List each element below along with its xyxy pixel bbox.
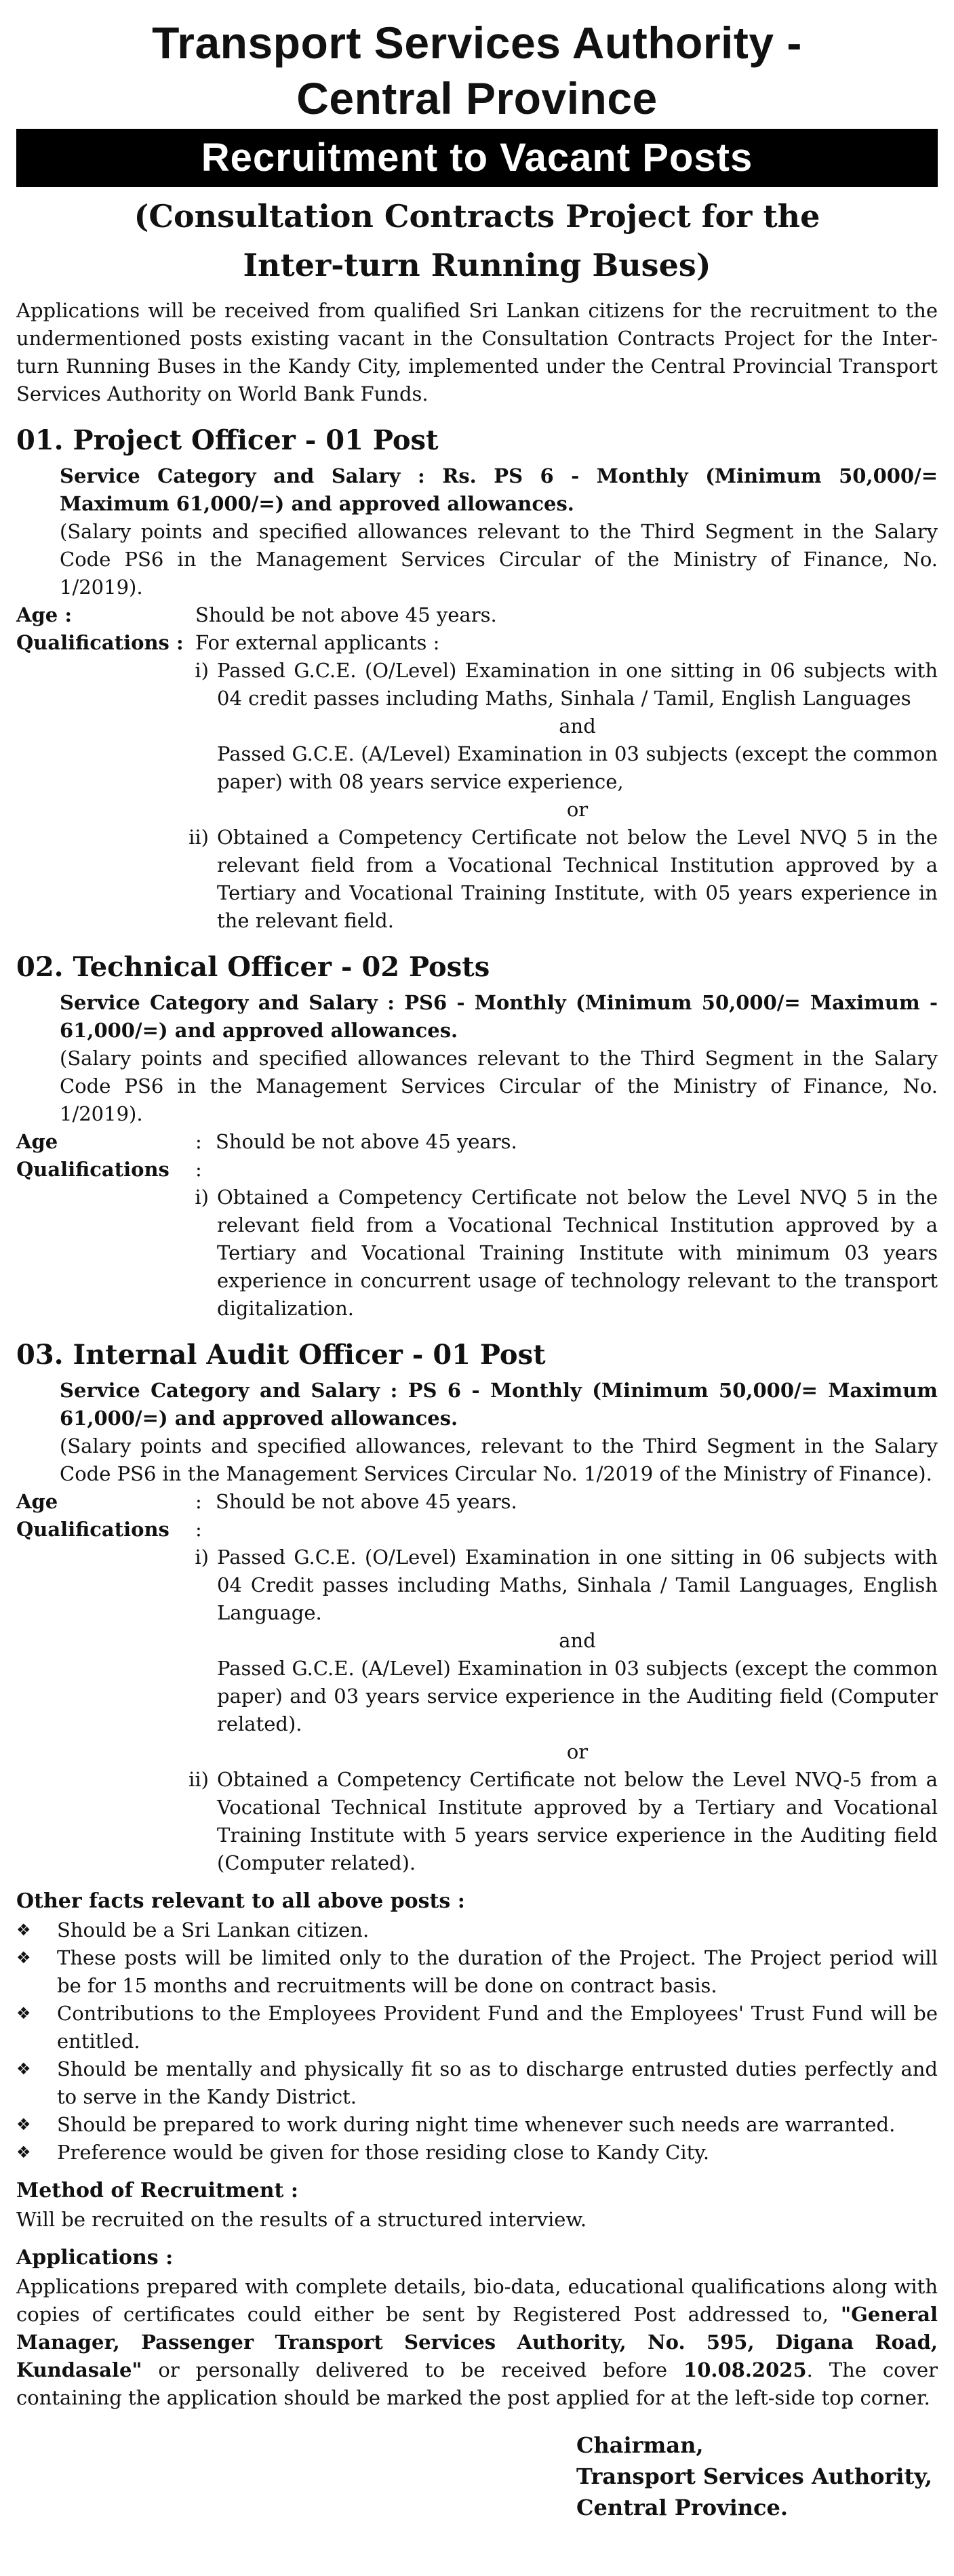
qualification-item: [176, 1766, 938, 1877]
or-separator: or: [566, 798, 589, 821]
method-text: Will be recruited on the results of a structured interview.: [16, 2208, 587, 2231]
list-item: [16, 2055, 938, 2111]
or-separator: or: [566, 1740, 589, 1763]
post-heading: 02. Technical Officer - 02 Posts: [16, 951, 490, 983]
age-row: [16, 1488, 938, 1516]
signature-line-3: Central Province.: [576, 2495, 789, 2520]
post-section-project-officer: [16, 423, 938, 935]
list-item: [16, 2111, 938, 2139]
applications-text-part-1: Applications prepared with complete details, bio-data, educational qualifications along with copies of certificates could either be sent by Registered Post addressed to,: [16, 2275, 938, 2326]
qualification-item: [176, 1184, 938, 1323]
list-item-text: Should be mentally and physically fit so as to discharge entrusted duties perfectly and to serve in the Kandy District.: [57, 2057, 938, 2108]
intro-paragraph: Applications will be received from qualified Sri Lankan citizens for the recruitment to the undermentioned posts existing vacant in the Consultation Contracts Project for the Inter-turn Running Buses in the Kandy City, implemented under the Central Provincial Transport Services Authority on World Bank Funds.: [16, 299, 938, 405]
signature-block: [576, 2430, 938, 2523]
list-item-text: These posts will be limited only to the duration of the Project. The Project period will be for 15 months and recruitments will be done on contract basis.: [57, 1946, 938, 1997]
list-item: [16, 1916, 938, 1944]
diamond-bullet-icon: ❖: [16, 2004, 31, 2023]
qualifications-row: [16, 629, 938, 657]
colon: :: [195, 1490, 202, 1513]
colon: :: [195, 1130, 202, 1153]
qualification-item: [176, 1544, 938, 1627]
age-value: Should be not above 45 years.: [195, 603, 497, 626]
age-label: Age: [16, 1130, 58, 1153]
diamond-bullet-icon: ❖: [16, 2115, 31, 2134]
list-item-text: Should be prepared to work during night time whenever such needs are warranted.: [57, 2113, 896, 2136]
recruitment-banner: Recruitment to Vacant Posts: [16, 129, 938, 187]
signature-line-1: Chairman,: [576, 2432, 704, 2458]
qualifications-label: Qualifications :: [16, 631, 184, 654]
applications-text-part-2: or personally delivered to be received before: [142, 2358, 684, 2381]
method-section: [16, 2176, 938, 2234]
applications-section: [16, 2243, 938, 2412]
and-separator: and: [559, 1629, 596, 1652]
age-row: [16, 601, 938, 629]
list-item-text: Preference would be given for those residing close to Kandy City.: [57, 2141, 710, 2164]
colon: :: [195, 1518, 202, 1541]
qualification-text: Passed G.C.E. (O/Level) Examination in one sitting in 06 subjects with 04 credit passes including Maths, Sinhala / Tamil, English Languages: [217, 659, 938, 710]
diamond-bullet-icon: ❖: [16, 2143, 31, 2162]
title-line-2: Central Province: [296, 73, 658, 123]
salary-line: Service Category and Salary : PS 6 - Monthly (Minimum 50,000/= Maximum 61,000/=) and approved allowances.: [60, 1379, 938, 1430]
qualification-number: ii): [188, 1768, 209, 1791]
age-value: Should be not above 45 years.: [216, 1490, 517, 1513]
qualifications-label: Qualifications: [16, 1158, 170, 1181]
method-heading: Method of Recruitment :: [16, 2179, 298, 2202]
qualification-number: i): [195, 1186, 209, 1209]
title-line-1: Transport Services Authority -: [152, 18, 802, 68]
post-heading: 01. Project Officer - 01 Post: [16, 424, 439, 456]
qualification-text: Passed G.C.E. (O/Level) Examination in one sitting in 06 subjects with 04 Credit passes including Maths, Sinhala / Tamil Languages, English Language.: [217, 1546, 938, 1624]
qualification-item: [176, 824, 938, 935]
salary-note: (Salary points and specified allowances relevant to the Third Segment in the Salary Code PS6 in the Management Services Circular of the Ministry of Finance, No. 1/2019).: [60, 520, 938, 599]
qualifications-intro: For external applicants :: [195, 631, 440, 654]
qualification-item: [176, 657, 938, 712]
page-header: [16, 15, 938, 285]
salary-note: (Salary points and specified allowances relevant to the Third Segment in the Salary Code PS6 in the Management Services Circular of the Ministry of Finance, No. 1/2019).: [60, 1047, 938, 1125]
applications-text-part-3: . The cover containing the application should be marked the post applied for at the left-side top corner.: [16, 2358, 938, 2409]
list-item-text: Contributions to the Employees Provident Fund and the Employees' Trust Fund will be entitled.: [57, 2002, 938, 2053]
signature-line-2: Transport Services Authority,: [576, 2463, 932, 2489]
list-item-text: Should be a Sri Lankan citizen.: [57, 1918, 370, 1941]
list-item: [16, 2000, 938, 2055]
qualifications-row: [16, 1516, 938, 1544]
diamond-bullet-icon: ❖: [16, 1920, 31, 1939]
applications-text: [16, 2273, 938, 2412]
post-section-internal-audit-officer: [16, 1337, 938, 1877]
age-row: [16, 1128, 938, 1156]
applications-heading: Applications :: [16, 2246, 174, 2270]
and-separator: and: [559, 715, 596, 738]
qualification-text-b: Passed G.C.E. (A/Level) Examination in 03 subjects (except the common paper) and 03 years service experience in the Auditing field (Computer related).: [217, 1657, 938, 1735]
subtitle-line-1: (Consultation Contracts Project for the: [134, 198, 820, 235]
age-value: Should be not above 45 years.: [216, 1130, 517, 1153]
age-label: Age :: [16, 603, 73, 626]
list-item: [16, 1944, 938, 2000]
qualification-number: i): [195, 659, 209, 682]
salary-line: Service Category and Salary : Rs. PS 6 - Monthly (Minimum 50,000/= Maximum 61,000/=) and approved allowances.: [60, 464, 938, 515]
subtitle-line-2: Inter-turn Running Buses): [243, 247, 711, 283]
qualification-text: Obtained a Competency Certificate not below the Level NVQ 5 in the relevant field from a Vocational Technical Institution approved by a Tertiary and Vocational Training Institute with minimum 03 years experience in concurrent usage of technology relevant to the transport digitalization.: [217, 1186, 938, 1320]
diamond-bullet-icon: ❖: [16, 2059, 31, 2078]
salary-note: (Salary points and specified allowances, relevant to the Third Segment in the Salary Code PS6 in the Management Services Circular No. 1/2019 of the Ministry of Finance).: [60, 1434, 938, 1485]
qualification-text-b: Passed G.C.E. (A/Level) Examination in 03 subjects (except the common paper) with 08 years service experience,: [217, 742, 938, 793]
other-facts-section: [16, 1887, 938, 2167]
qualification-number: i): [195, 1546, 209, 1569]
qualifications-label: Qualifications: [16, 1518, 170, 1541]
qualification-text: Obtained a Competency Certificate not below the Level NVQ-5 from a Vocational Technical Institute approved by a Tertiary and Vocational Training Institute with 5 years service experience in the Auditing field (Computer related).: [217, 1768, 938, 1874]
qualification-number: ii): [188, 826, 209, 849]
diamond-bullet-icon: ❖: [16, 1948, 31, 1967]
age-label: Age: [16, 1490, 58, 1513]
closing-date: 10.08.2025: [683, 2358, 807, 2381]
list-item: [16, 2139, 938, 2167]
other-facts-heading: Other facts relevant to all above posts :: [16, 1889, 465, 1913]
colon: :: [195, 1158, 202, 1181]
qualification-text: Obtained a Competency Certificate not below the Level NVQ 5 in the relevant field from a Vocational Technical Institution approved by a Tertiary and Vocational Training Institute, with 05 years experience in the relevant field.: [217, 826, 938, 932]
salary-line: Service Category and Salary : PS6 - Monthly (Minimum 50,000/= Maximum - 61,000/=) and approved allowances.: [60, 991, 938, 1042]
postal-address: "General Manager, Passenger Transport Services Authority, No. 595, Digana Road, Kundasale": [16, 2303, 938, 2381]
post-section-technical-officer: [16, 950, 938, 1323]
post-heading: 03. Internal Audit Officer - 01 Post: [16, 1339, 546, 1371]
qualifications-row: [16, 1156, 938, 1184]
